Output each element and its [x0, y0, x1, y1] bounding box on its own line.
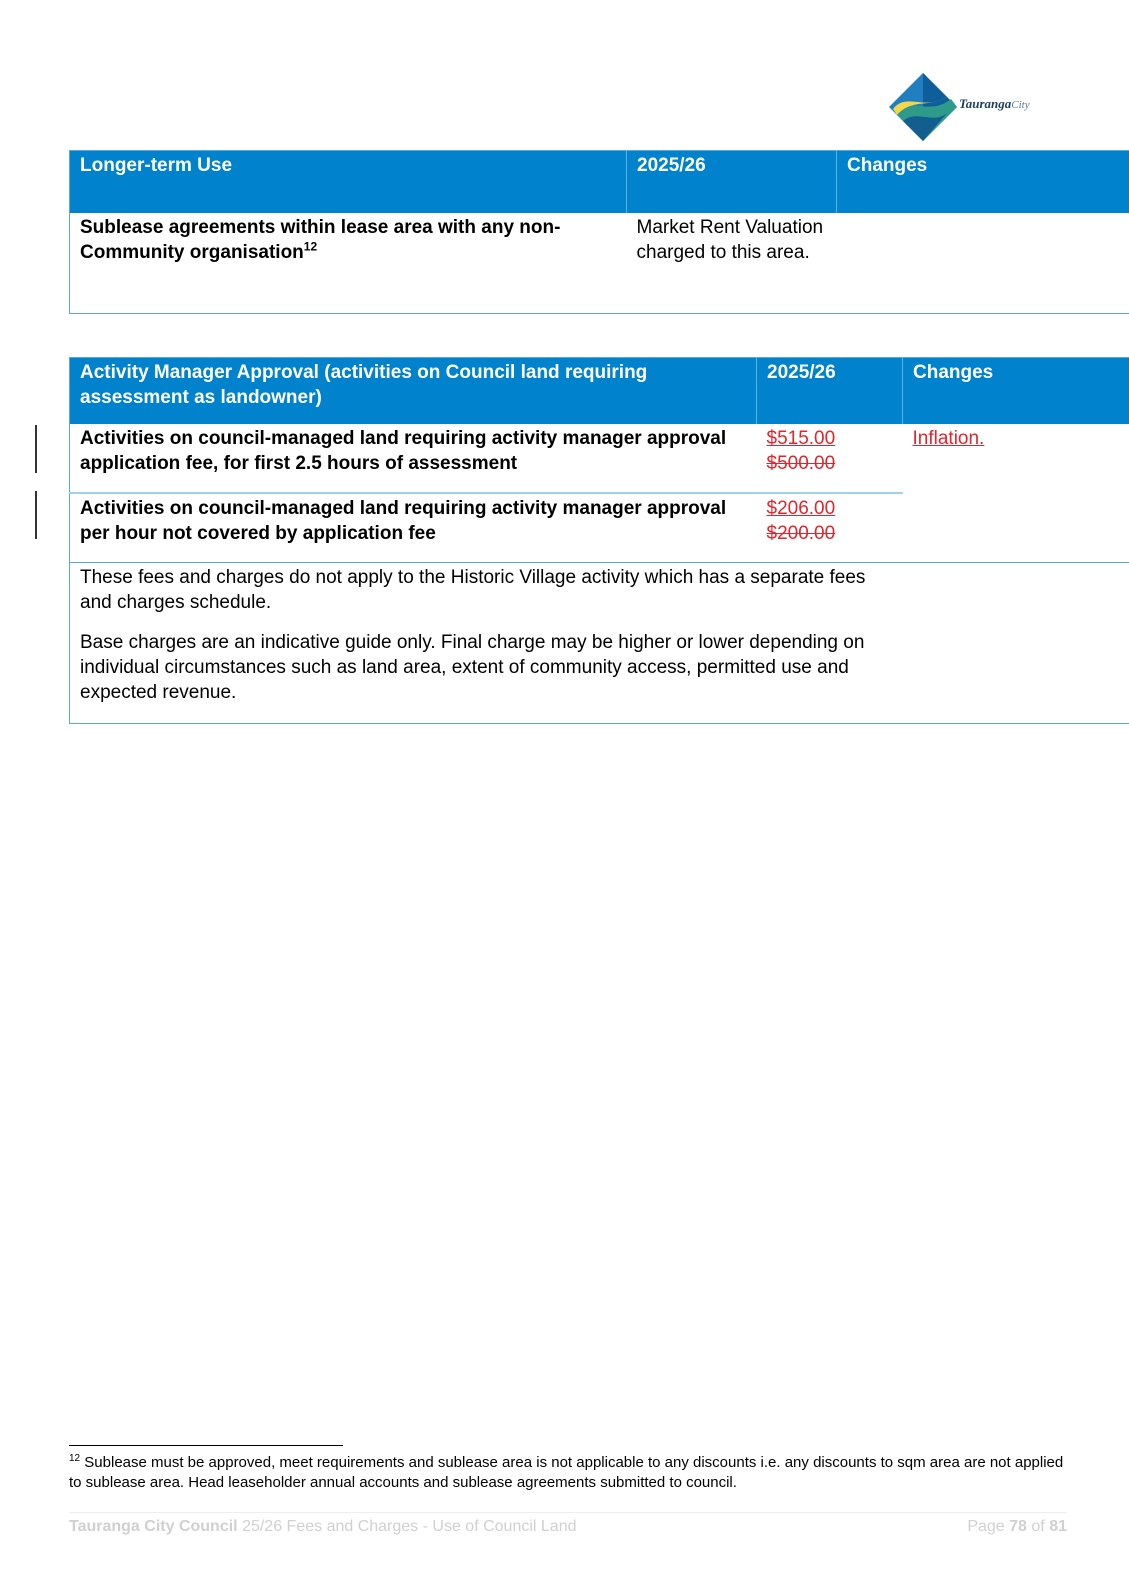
note-paragraph: Base charges are an indicative guide only. Final charge may be higher or lower depending on individual circumstances such as land area, extent of community access, permitted use and expected revenue.: [80, 632, 865, 703]
table-header-row: [70, 151, 1129, 214]
page-of: of: [1031, 1518, 1045, 1535]
old-fee: $500.00: [766, 453, 836, 474]
row-description: Activities on council-managed land requiring activity manager approval per hour not covered by application fee: [70, 493, 757, 563]
new-fee: $515.00: [766, 428, 836, 449]
revision-bar: [35, 425, 37, 473]
sublease-description: Sublease agreements within lease area with any non-Community organisation: [80, 217, 561, 263]
page-current: 78: [1009, 1518, 1027, 1535]
footer-separator: [69, 1512, 1067, 1513]
logo-city: City: [1011, 99, 1030, 111]
footer-title: [69, 1518, 576, 1536]
changes-note: Inflation.: [912, 428, 985, 449]
longer-term-use-table: [69, 150, 1129, 314]
notes-empty-cell: [903, 563, 1129, 724]
table-row: [70, 424, 1129, 493]
table-row: [70, 213, 1129, 314]
page-total: 81: [1049, 1518, 1067, 1535]
row-changes: [837, 213, 1129, 314]
header-category: Longer-term Use: [70, 151, 627, 214]
header-category: Activity Manager Approval (activities on Council land requiring assessment as landowner): [70, 358, 757, 425]
row-description: [70, 213, 627, 314]
row-fee: Market Rent Valuation charged to this area.: [636, 217, 824, 263]
row-fee: [757, 493, 903, 563]
footer-org: Tauranga City Council: [69, 1518, 238, 1535]
row-changes: [903, 424, 1129, 563]
old-fee: $200.00: [766, 523, 836, 544]
row-description: Activities on council-managed land requiring activity manager approval application fee, for first 2.5 hours of assessment: [80, 428, 727, 474]
notes-row: [70, 563, 1129, 724]
footnote-text: Sublease must be approved, meet requirements and sublease area is not applicable to any discounts i.e. any discounts to sqm area are not applied to sublease area. Head leaseholder annual accounts and sublease agreements submitted to council.: [69, 1454, 1064, 1491]
new-fee: $206.00: [766, 498, 836, 519]
note-paragraph: These fees and charges do not apply to the Historic Village activity which has a separate fees and charges schedule.: [80, 567, 866, 613]
page-prefix: Page: [967, 1518, 1005, 1535]
footnote-separator: [69, 1445, 343, 1446]
row-fee: [757, 424, 903, 493]
page-number: [967, 1518, 1067, 1536]
header-year: 2025/26: [757, 358, 903, 425]
logo-mark-icon: [889, 73, 957, 145]
header-changes: Changes: [903, 358, 1129, 425]
footnote-number: 12: [69, 1453, 81, 1464]
activity-manager-approval-table: [69, 357, 1129, 724]
header-changes: Changes: [837, 151, 1129, 214]
footnote-ref: 12: [303, 239, 318, 254]
logo-word: Tauranga: [959, 96, 1012, 111]
footer-doc: 25/26 Fees and Charges - Use of Council Land: [242, 1518, 577, 1535]
notes-cell: [70, 563, 903, 724]
table-header-row: [70, 358, 1129, 425]
tauranga-city-logo: [889, 73, 1059, 145]
footnote: [69, 1453, 1069, 1493]
header-year: 2025/26: [627, 151, 837, 214]
revision-bar: [35, 491, 37, 539]
